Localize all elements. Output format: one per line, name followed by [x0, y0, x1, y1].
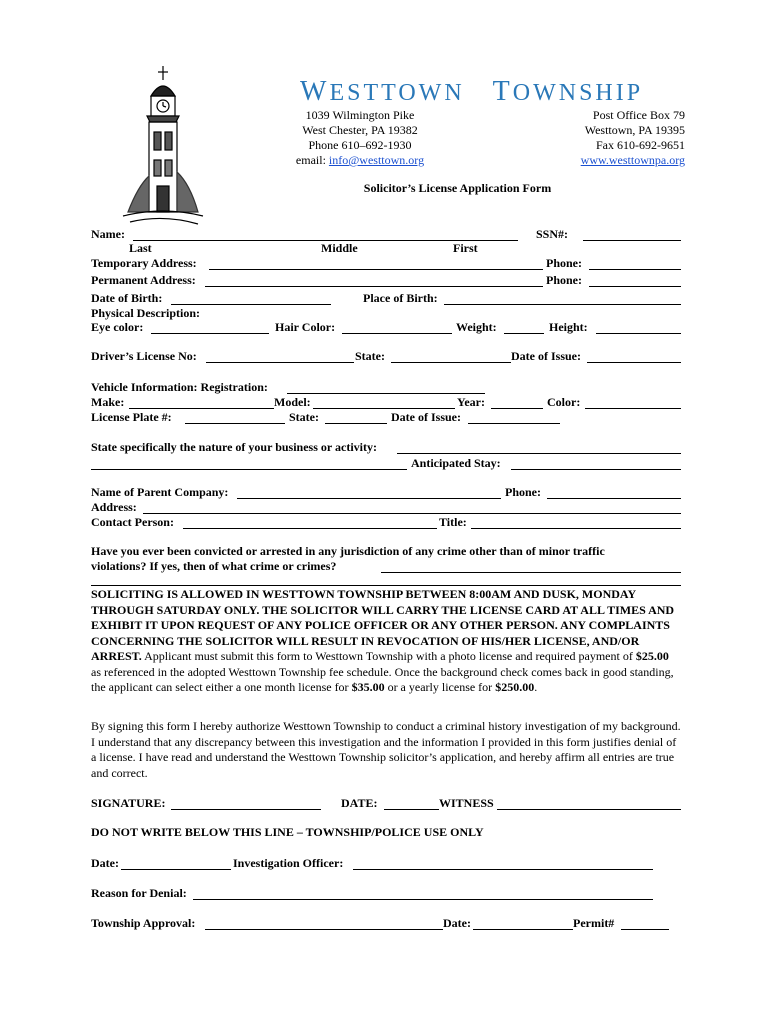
- notice-paragraph: SOLICITING IS ALLOWED IN WESTTOWN TOWNSHIP BETWEEN 8:00AM AND DUSK, MONDAY THROUGH SATURDAY ONLY. THE SOLICITOR WILL CARRY THE LICENSE CARD AT ALL TIMES AND EXHIBIT IT UPON REQUEST OF ANY POLICE OFFICER OR ANY OTHER PERSON. ANY COMPLAINTS CONCERNING THE SOLICITOR WILL RESULT IN REVOCATION OF HIS/HER LICENSE, AND/OR ARREST. Applicant must submit this form to Westtown Township with a photo license and required payment of $25.00 as referenced in the adopted Westtown Township fee schedule. Once the background check comes back in good standing, the applicant can select either a one month license for $35.00 or a yearly license for $250.00.: [91, 587, 675, 694]
- parent-row: Name of Parent Company: Phone:: [91, 485, 681, 501]
- contact-row: Contact Person: Title:: [91, 515, 681, 531]
- plate-state-field[interactable]: [325, 423, 387, 424]
- birth-row: Date of Birth: Place of Birth:: [91, 291, 681, 307]
- model-field[interactable]: [313, 408, 455, 409]
- dl-date-field[interactable]: [587, 362, 681, 363]
- physical-row: Eye color: Hair Color: Weight: Height:: [91, 320, 681, 336]
- convicted-row-3: [91, 572, 681, 588]
- address-row: Address:: [91, 500, 681, 516]
- name-sublabels: Last Middle First: [129, 241, 478, 255]
- approval-date-field[interactable]: [473, 929, 573, 930]
- parent-phone-field[interactable]: [547, 498, 681, 499]
- signature-row: SIGNATURE: DATE: WITNESS: [91, 796, 681, 812]
- business-row: State specifically the nature of your business or activity:: [91, 440, 681, 456]
- make-row: Make: Model: Year: Color:: [91, 395, 681, 411]
- business-field[interactable]: [397, 453, 681, 454]
- address-field[interactable]: [143, 513, 681, 514]
- plate-date-field[interactable]: [468, 423, 560, 424]
- stay-row: Anticipated Stay:: [91, 456, 681, 472]
- business-field-2[interactable]: [91, 469, 407, 470]
- convicted-row-2: violations? If yes, then of what crime or crimes?: [91, 559, 681, 575]
- eye-field[interactable]: [151, 333, 269, 334]
- name-row: Name: SSN#:: [91, 227, 681, 243]
- plate-field[interactable]: [185, 423, 285, 424]
- witness-field[interactable]: [497, 809, 681, 810]
- reason-field[interactable]: [193, 899, 653, 900]
- website-link[interactable]: www.westtownpa.org: [580, 153, 685, 167]
- make-field[interactable]: [129, 408, 274, 409]
- approval-field[interactable]: [205, 929, 443, 930]
- perm-address-field[interactable]: [205, 286, 543, 287]
- clock-tower-icon: [118, 66, 208, 228]
- reason-row: Reason for Denial:: [91, 886, 681, 902]
- approval-row: Township Approval: Date: Permit#: [91, 916, 681, 932]
- email-link[interactable]: info@westtown.org: [328, 153, 425, 167]
- color-field[interactable]: [585, 408, 681, 409]
- dl-state-field[interactable]: [391, 362, 511, 363]
- perm-phone-field[interactable]: [589, 286, 681, 287]
- temp-address-row: Temporary Address: Phone:: [91, 256, 681, 272]
- pob-field[interactable]: [444, 304, 681, 305]
- right-address: Post Office Box 79 Westtown, PA 19395 Fax 610-692-9651 www.westtownpa.org: [565, 108, 685, 168]
- stay-field[interactable]: [511, 469, 681, 470]
- convicted-row-1: Have you ever been convicted or arrested in any jurisdiction of any crime other than of minor traffic: [91, 544, 605, 558]
- year-field[interactable]: [491, 408, 543, 409]
- township-logo-text: WESTTOWN TOWNSHIP: [300, 76, 644, 107]
- dl-row: Driver’s License No: State: Date of Issue:: [91, 349, 681, 365]
- signature-date-field[interactable]: [384, 809, 439, 810]
- permit-field[interactable]: [621, 929, 669, 930]
- height-field[interactable]: [596, 333, 681, 334]
- dob-field[interactable]: [171, 304, 331, 305]
- perm-address-row: Permanent Address: Phone:: [91, 273, 681, 289]
- parent-field[interactable]: [237, 498, 501, 499]
- plate-row: License Plate #: State: Date of Issue:: [91, 410, 681, 426]
- registration-field[interactable]: [287, 393, 485, 394]
- authorization-paragraph: By signing this form I hereby authorize Westtown Township to conduct a criminal history investigation of my background. I understand that any discrepancy between this investigation and the information I provided in this form justifies denial of a license. I have read and understand the Westtown Township solicitor’s application, and hereby affirm all entries are true and correct.: [91, 719, 681, 780]
- temp-phone-field[interactable]: [589, 269, 681, 270]
- hair-field[interactable]: [342, 333, 452, 334]
- physical-label: Physical Description:: [91, 306, 200, 320]
- dl-field[interactable]: [206, 362, 354, 363]
- form-title: Solicitor’s License Application Form: [363, 181, 552, 195]
- signature-field[interactable]: [171, 809, 321, 810]
- officer-field[interactable]: [353, 869, 653, 870]
- title-field[interactable]: [471, 528, 681, 529]
- temp-address-field[interactable]: [209, 269, 543, 270]
- contact-field[interactable]: [183, 528, 437, 529]
- weight-field[interactable]: [504, 333, 544, 334]
- office-heading: DO NOT WRITE BELOW THIS LINE – TOWNSHIP/POLICE USE ONLY: [91, 825, 484, 839]
- left-address: 1039 Wilmington Pike West Chester, PA 19382 Phone 610–692-1930 email: info@westtown.org: [295, 108, 425, 167]
- vehicle-row: Vehicle Information: Registration:: [91, 380, 681, 396]
- office-date-field[interactable]: [121, 869, 231, 870]
- convicted-field-2[interactable]: [91, 585, 681, 586]
- office-date-row: Date: Investigation Officer:: [91, 856, 681, 872]
